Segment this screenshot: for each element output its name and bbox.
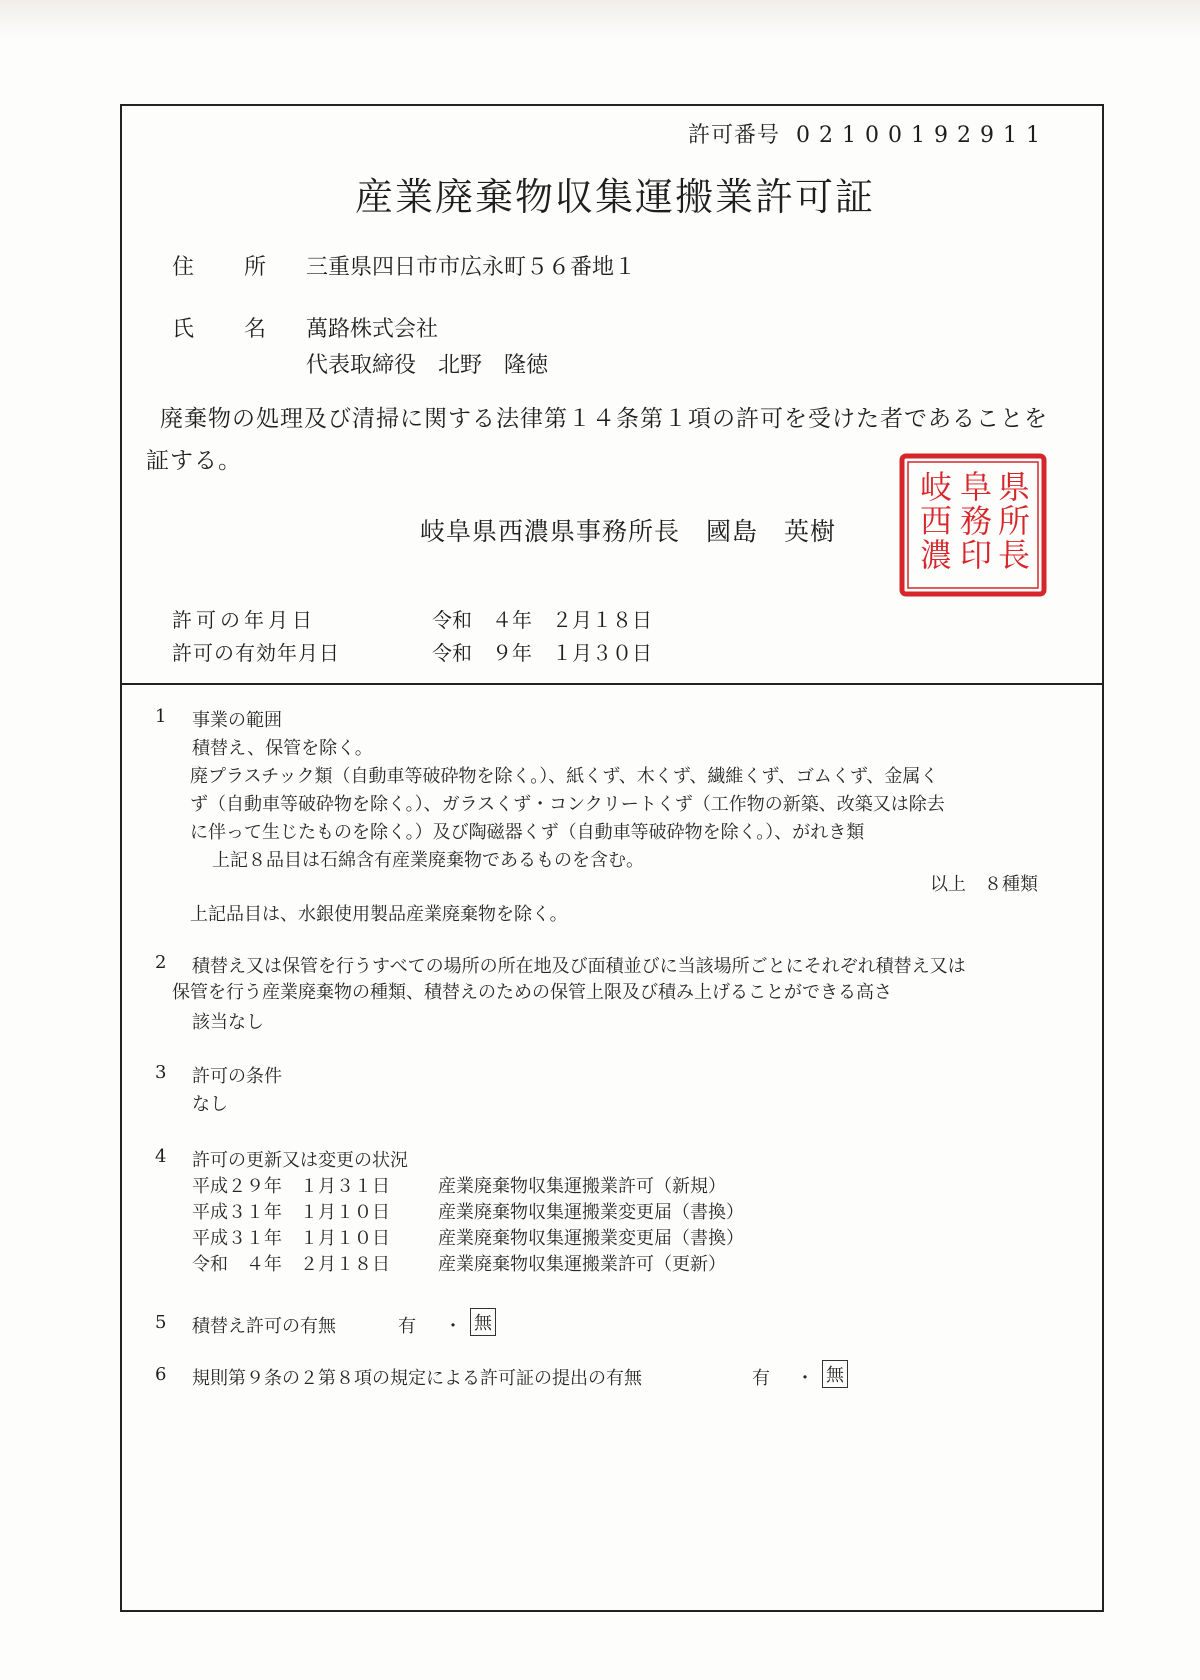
representative-name: 代表取締役 北野 隆徳 [306,353,549,378]
history-date: 平成３１年 １月１０日 [192,1228,390,1249]
section-6-number: 6 [155,1364,167,1385]
svg-text:濃: 濃 [919,536,953,574]
section-1-number: 1 [155,706,167,727]
company-name: 萬路株式会社 [306,317,439,342]
section-3-number: 3 [155,1062,167,1083]
history-event: 産業廃棄物収集運搬業許可（新規） [438,1176,726,1197]
svg-text:所: 所 [997,502,1031,540]
section-1-line-3: ず（自動車等破砕物を除く。）、ガラスくず・コンクリートくず（工作物の新築、改築又は除去 [190,794,945,815]
section-1-total: 以上 ８種類 [930,874,1038,895]
svg-text:務: 務 [959,502,993,540]
certification-line-2: 証する。 [146,448,242,474]
scan-shadow [0,0,1200,40]
section-5-number: 5 [155,1312,167,1333]
section-1-note: 上記品目は、水銀使用製品産業廃棄物を除く。 [190,904,568,925]
svg-text:西: 西 [919,502,953,540]
section-1-line-5: 上記８品目は石綿含有産業廃棄物であるものを含む。 [212,850,644,871]
section-4-title: 許可の更新又は変更の状況 [192,1150,408,1171]
permit-number-value: 02100192911 [796,123,1049,148]
permit-number-label: 許可番号 [688,123,781,148]
section-1-line-4: に伴って生じたものを除く。）及び陶磁器くず（自動車等破砕物を除く。）、がれき類 [190,822,865,843]
history-date: 平成２９年 １月３１日 [192,1176,390,1197]
section-3-title: 許可の条件 [192,1066,282,1087]
address-label-1: 住 [172,255,195,280]
document-title: 産業廃棄物収集運搬業許可証 [354,175,875,219]
name-label-1: 氏 [172,317,195,342]
frame-divider [120,683,1104,685]
svg-text:長: 長 [997,536,1031,574]
section-6-no-checked [820,1360,848,1388]
valid-until-value: 令和 ９年 １月３０日 [432,641,652,665]
svg-text:印: 印 [959,536,993,574]
name-label-2: 名 [244,317,267,342]
history-date: 平成３１年 １月１０日 [192,1202,390,1223]
official-seal-stamp [898,452,1048,598]
permit-date-value: 令和 ４年 ２月１８日 [432,608,652,632]
certification-line-1: 廃棄物の処理及び清掃に関する法律第１４条第１項の許可を受けた者であることを [160,406,1048,432]
section-1-line-2: 廃プラスチック類（自動車等破砕物を除く。）、紙くず、木くず、繊維くず、ゴムくず、金属く [190,766,939,787]
issuer-name: 岐阜県西濃県事務所長 國島 英樹 [420,517,837,546]
section-2-line-2: 保管を行う産業廃棄物の種類、積替えのための保管上限及び積み上げることができる高さ [172,982,892,1003]
permit-number [688,118,1049,149]
section-6-title: 規則第９条の２第８項の規定による許可証の提出の有無 [192,1368,642,1389]
valid-until-label: 許可の有効年月日 [172,641,340,665]
section-6-yes: 有 [752,1368,770,1389]
address-label-2: 所 [244,255,267,280]
section-5-no: 無 [470,1308,496,1336]
section-1-title: 事業の範囲 [192,710,282,731]
history-event: 産業廃棄物収集運搬業許可（更新） [438,1254,726,1275]
section-2-value: 該当なし [192,1012,264,1033]
history-date: 令和 ４年 ２月１８日 [192,1254,390,1275]
section-6-dot: ・ [796,1368,814,1389]
section-1-line-1: 積替え、保管を除く。 [192,738,373,759]
section-2-line-1: 積替え又は保管を行うすべての場所の所在地及び面積並びに当該場所ごとにそれぞれ積替え又は [192,956,966,977]
svg-text:岐: 岐 [919,468,953,506]
section-5-no-checked [468,1308,496,1336]
section-3-value: なし [192,1094,228,1115]
address-value: 三重県四日市市広永町５６番地１ [306,255,637,280]
history-event: 産業廃棄物収集運搬業変更届（書換） [438,1202,744,1223]
section-4-number: 4 [155,1146,167,1167]
permit-date-label: 許可の年月日 [172,608,316,632]
svg-text:阜: 阜 [959,468,993,506]
section-5-yes: 有 [398,1316,416,1337]
history-event: 産業廃棄物収集運搬業変更届（書換） [438,1228,744,1249]
section-6-no: 無 [822,1360,848,1388]
section-5-dot: ・ [444,1316,462,1337]
section-5-title: 積替え許可の有無 [192,1316,336,1337]
svg-text:県: 県 [997,468,1031,506]
section-2-number: 2 [155,952,167,973]
